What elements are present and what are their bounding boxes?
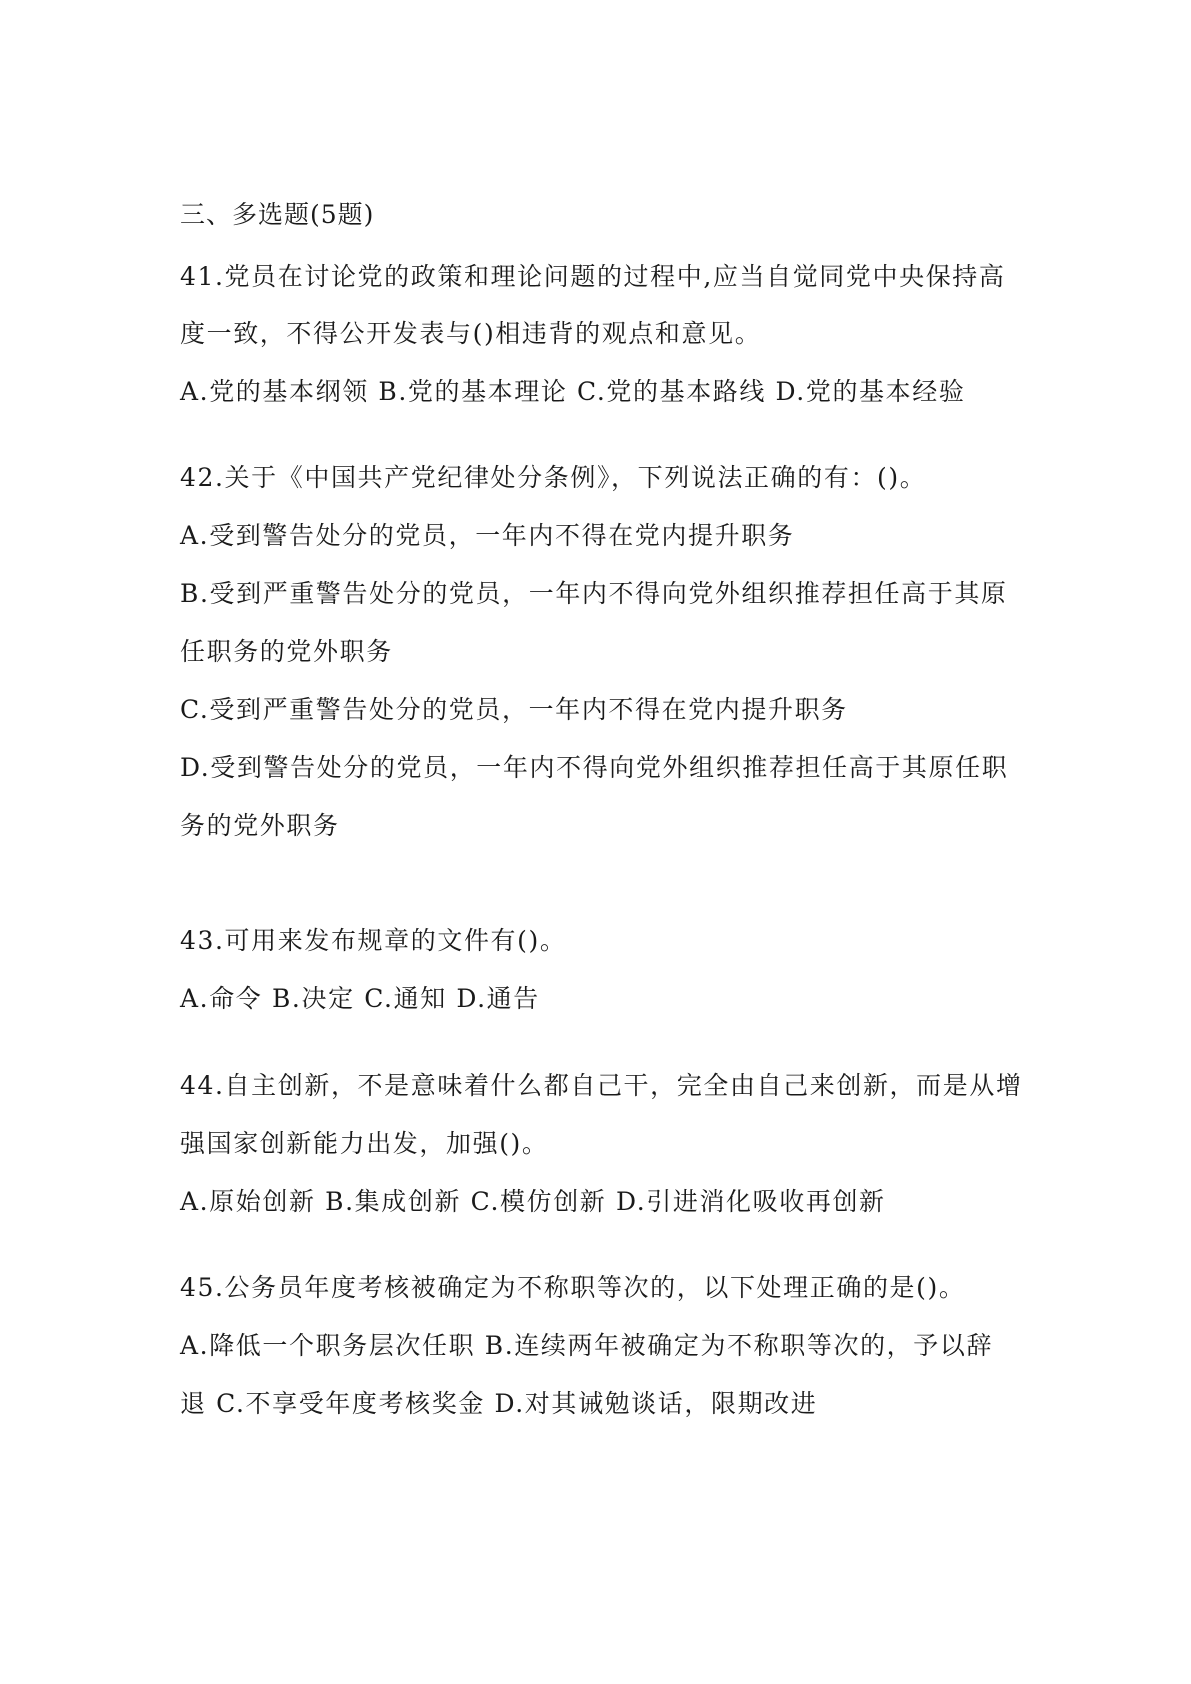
- question-44-options: A.原始创新 B.集成创新 C.模仿创新 D.引进消化吸收再创新: [180, 1187, 886, 1216]
- question-44-stem-line-2: 强国家创新能力出发，加强()。: [180, 1129, 549, 1158]
- question-43-options: A.命令 B.决定 C.通知 D.通告: [180, 984, 540, 1013]
- question-41-stem-line-2: 度一致，不得公开发表与()相违背的观点和意见。: [180, 319, 762, 348]
- question-42-option-d-line-1: D.受到警告处分的党员，一年内不得向党外组织推荐担任高于其原任职: [180, 753, 1009, 782]
- question-42-option-b-line-2: 任职务的党外职务: [180, 637, 393, 666]
- question-45-options-line-2: 退 C.不享受年度考核奖金 D.对其诫勉谈话，限期改进: [180, 1389, 818, 1418]
- question-44-stem-line-1: 44.自主创新，不是意味着什么都自己干，完全由自己来创新，而是从增: [180, 1071, 1023, 1100]
- question-43-stem: 43.可用来发布规章的文件有()。: [180, 926, 567, 955]
- question-42-stem: 42.关于《中国共产党纪律处分条例》，下列说法正确的有：()。: [180, 463, 927, 492]
- question-45-options-line-1: A.降低一个职务层次任职 B.连续两年被确定为不称职等次的，予以辞: [180, 1331, 994, 1360]
- question-42-option-d-line-2: 务的党外职务: [180, 811, 340, 840]
- section-heading: 三、多选题(5题): [180, 200, 375, 229]
- question-42-option-c: C.受到严重警告处分的党员，一年内不得在党内提升职务: [180, 695, 848, 724]
- question-42-option-b-line-1: B.受到严重警告处分的党员，一年内不得向党外组织推荐担任高于其原: [180, 579, 1008, 608]
- question-42-option-a: A.受到警告处分的党员，一年内不得在党内提升职务: [180, 521, 795, 550]
- question-41-stem-line-1: 41.党员在讨论党的政策和理论问题的过程中,应当自觉同党中央保持高: [180, 262, 1006, 291]
- question-45-stem: 45.公务员年度考核被确定为不称职等次的，以下处理正确的是()。: [180, 1273, 966, 1302]
- question-41-options: A.党的基本纲领 B.党的基本理论 C.党的基本路线 D.党的基本经验: [180, 377, 966, 406]
